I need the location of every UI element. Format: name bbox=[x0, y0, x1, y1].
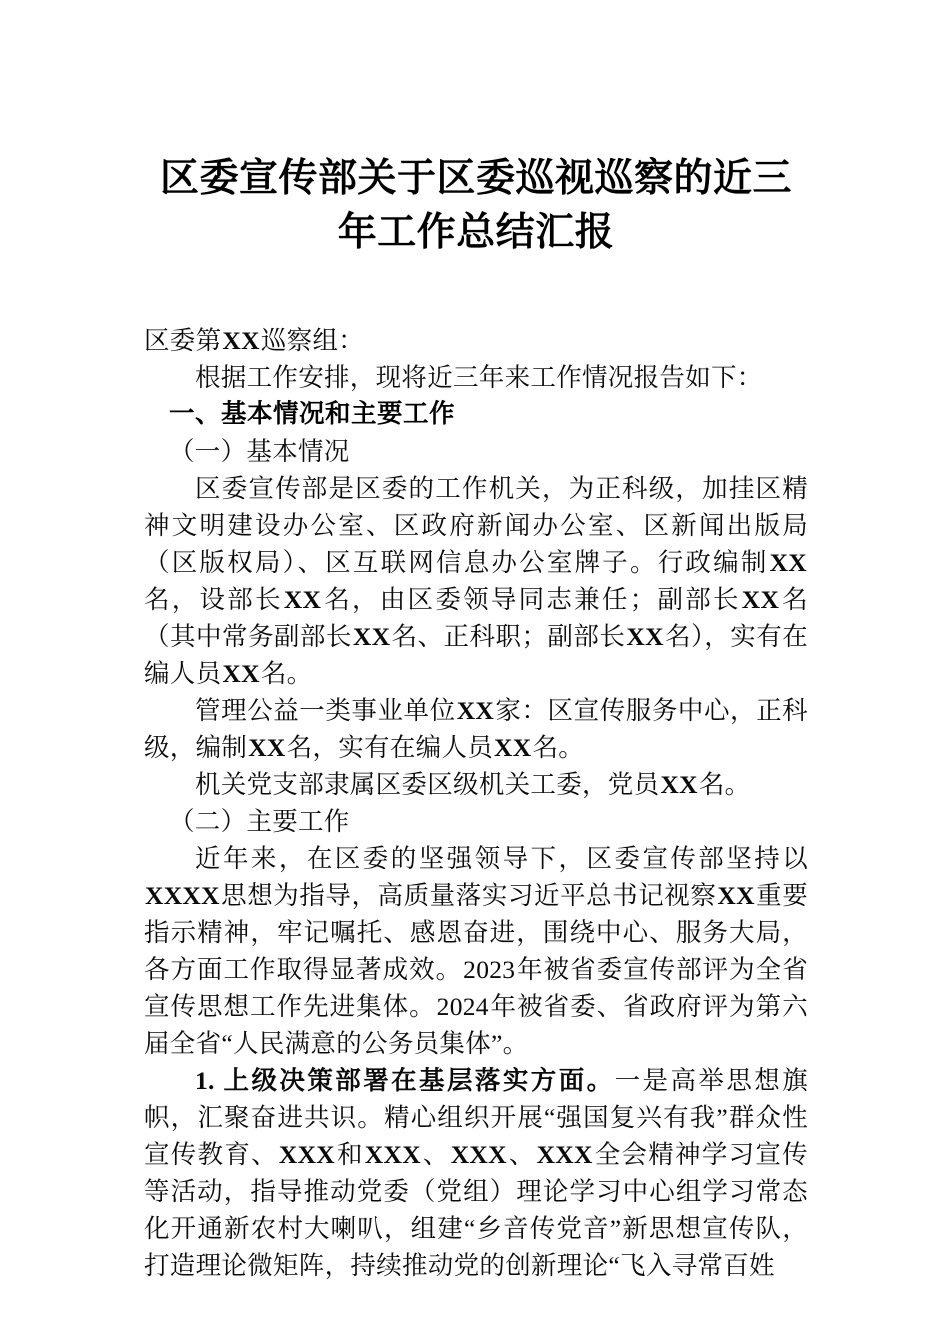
placeholder-token: XX bbox=[222, 326, 260, 355]
paragraph-item-1 bbox=[144, 1062, 808, 1284]
item-1-lead: 1. 上级决策部署在基层落实方面。 bbox=[195, 1066, 615, 1095]
numeral-token: 2024 bbox=[436, 992, 489, 1021]
placeholder-token: XXX bbox=[536, 1140, 593, 1169]
placeholder-token: XXXX bbox=[145, 881, 220, 910]
placeholder-token: XX bbox=[283, 585, 322, 614]
placeholder-token: XX bbox=[626, 622, 664, 651]
document-body bbox=[144, 322, 808, 1284]
placeholder-token: XX bbox=[741, 585, 780, 614]
paragraph-department-overview: 区委宣传部是区委的工作机关，为正科级，加挂区精神文明建设办公室、区政府新闻办公室、区新闻出版局（区版权局）、区互联网信息办公室牌子。行政编制XX名，设部长XX名，由区委领导同志兼任；副部长XX名（其中常务副部长XX名、正科职；副部长XX名），实有在编人员XX名。 bbox=[144, 474, 808, 688]
placeholder-token: XX bbox=[660, 770, 698, 799]
subheading-basic-situation: （一）基本情况 bbox=[169, 437, 350, 466]
placeholder-token: XX bbox=[769, 548, 807, 577]
placeholder-token: XX bbox=[352, 622, 391, 651]
opening-paragraph: 根据工作安排，现将近三年来工作情况报告如下： bbox=[195, 363, 763, 392]
paragraph-main-work-overview: 近年来，在区委的坚强领导下，区委宣传部坚持以XXXX思想为指导，高质量落实习近平总书记视察XX重要指示精神，牢记嘱托、感恩奋进，围绕中心、服务大局，各方面工作取得显著成效。2023年被省委宣传部评为全省宣传思想工作先进集体。2024年被省委、省政府评为第六届全省“人民满意的公务员集体”。 bbox=[144, 844, 808, 1058]
placeholder-token: XXX bbox=[364, 1140, 421, 1169]
placeholder-token: XXX bbox=[450, 1140, 507, 1169]
paragraph-party-branch: 机关党支部隶属区委区级机关工委，党员XX名。 bbox=[195, 770, 751, 799]
placeholder-token: XX bbox=[248, 733, 286, 762]
placeholder-token: XX bbox=[494, 733, 532, 762]
placeholder-token: XX bbox=[717, 881, 755, 910]
paragraph-public-institution: 管理公益一类事业单位XX家：区宣传服务中心，正科级，编制XX名，实有在编人员XX名。 bbox=[144, 696, 808, 762]
numeral-token: 2023 bbox=[463, 955, 516, 984]
section-heading-basic-situation: 一、基本情况和主要工作 bbox=[169, 400, 456, 428]
subheading-main-work: （二）主要工作 bbox=[169, 807, 350, 836]
placeholder-token: XXX bbox=[278, 1140, 336, 1169]
placeholder-token: XX bbox=[456, 696, 495, 725]
page-title: 区委宣传部关于区委巡视巡察的近三年工作总结汇报 bbox=[159, 157, 792, 254]
placeholder-token: XX bbox=[222, 659, 260, 688]
item-1-body: 一是高举思想旗帜，汇聚奋进共识。精心组织开展“强国复兴有我”群众性宣传教育、XXX和XXX、XXX、XXX全会精神学习宣传等活动，指导推动党委（党组）理论学习中心组学习常态化开通新农村大喇叭，组建“乡音传党音”新思想宣传队，打造理论微矩阵，持续推动党的创新理论“飞入寻常百姓 bbox=[144, 1066, 808, 1280]
salutation: 区委第XX巡察组： bbox=[144, 326, 365, 355]
